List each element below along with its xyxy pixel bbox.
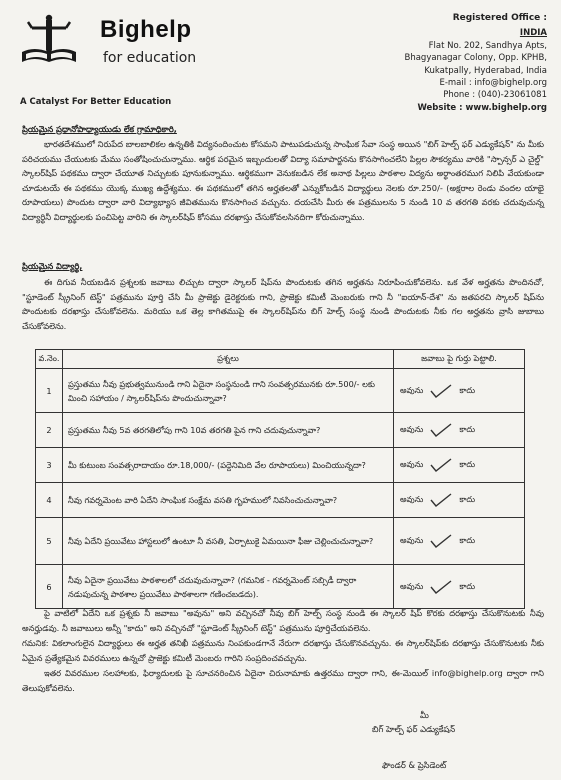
check-mark-icon [429, 423, 453, 437]
address-line: Kukatpally, Hyderabad, India [424, 65, 547, 76]
bighelp-logo-icon [18, 14, 80, 70]
row-question: ప్రస్తుతము నీవు 5వ తరగతిలోపు గాని 10వ తరగతి పైన గాని చదువుచున్నావా? [63, 413, 394, 448]
office-email: E-mail : info@bighelp.org [439, 78, 547, 89]
table-row [36, 413, 525, 448]
paragraph-instructions-text: ఈ దిగువ నీయబడిన ప్రశ్నలకు జవాబు లిచ్చుట ద్వారా స్కాలర్ షిప్‌ను పొందుటకు తగిన అర్హతను నిరూపించుకోవలెను. ఒక వేళ అర్హతను పొందినచో, "స్టూడెంట్ స్క్రీనింగ్ టెస్ట్" పత్రమును పూర్తి చేసి మీ ప్రాజెక్టు డైరెక్టరుకు గాని, ప్రాజెక్టు కమిటీ మెంబరుకు గాని నీ "ఐయాన్-దేశ" ను జతపరచి స్కాలర్ షిప్‌ను పొందుటకు దరఖాస్తు చేసుకోవలెను. మరియు ఒక తెల్ల కాగితముపై ఈ స్కాలర్‌షిప్‌ను బిగ్ హెల్ప్ సంస్థ నుండి పొందుటకు నీకు గల అర్హతను వ్రాసి జుబాబు చేసుకోవలెను. [22, 277, 544, 331]
answer-no-option[interactable]: కాదు [459, 424, 476, 434]
office-phone: Phone : (040)-23061081 [443, 90, 547, 101]
signature-designation: ఫౌండర్ & ప్రెసిడెంట్ [382, 760, 447, 770]
row-question: నీవు గవర్నమెంట వారి ఏదేని సాంఘిక సంక్షేమ వసతి గృహములో నివసించుచున్నావా? [63, 483, 394, 518]
row-question: నీవు ఏదేని ప్రయివేటు హాస్టలులో ఉంటూ నీ వసతి, ఏర్పాటుకై ఏమయినా ఫీజు చెల్లించుచున్నావా? [63, 518, 394, 565]
paragraph-contact-text: ఇతర వివరముల సలహాలకు, ఫిర్యాదులకు పై సూచనరించిన ఏదైనా చిరునామాకు ఉత్తరము ద్వారా గాని, ఈ-మెయిల్ info@bighelp.org ద్వారా గాని తెలుపుకోవలెను. [22, 668, 544, 693]
row-answer [394, 565, 525, 609]
row-answer [394, 518, 525, 565]
answer-yes-option[interactable]: అవును [400, 580, 424, 591]
table-row [36, 518, 525, 565]
paragraph-handicapped-note [22, 636, 544, 665]
registered-office-block [287, 12, 547, 114]
table-row [36, 565, 525, 609]
table-row [36, 483, 525, 518]
check-mark-icon [429, 493, 453, 507]
salutation-1: ప్రియమైన ప్రధానోపాధ్యాయుడు లేక గ్రామాధికారి, [22, 124, 177, 134]
row-question: నీవు ఏదైనా ప్రయివేటు పాఠశాలలో చదువుచున్నావా? (గమనిక - గవర్నమెంట్ సబ్సిడీ ద్వారా నడుపుచున్న పాఠశాల ప్రయివేటు పాఠశాలగా గణించబడదు). [63, 565, 394, 609]
registered-office-label: Registered Office : [452, 13, 547, 23]
row-number: 6 [36, 565, 63, 609]
col-header-number: వ.నెం. [36, 350, 63, 369]
row-answer [394, 413, 525, 448]
paragraph-handicapped-note-text: గమనిక: వికలాంగులైన విద్యార్థులు ఈ అర్హత తనిఖీ పత్రమును నింపకుండగానే నేరుగా దరఖాస్తు చేసుకొనవచ్చును. ఈ స్కాలర్‌షిప్‌కు దరఖాస్తు చేసుకొనుటకు నీకు ఏమైన ప్రత్యేకమైన వివరములు ఉన్నచో ప్రాజెక్టు కమిటీ మెంబరు గారిని సంప్రదించవచ్చును. [22, 638, 544, 663]
brand-name: Bighelp [100, 16, 192, 43]
check-mark-icon [429, 534, 453, 548]
col-header-question: ప్రశ్నలు [63, 350, 394, 369]
answer-yes-option[interactable]: అవును [400, 459, 424, 469]
table-header-row [36, 350, 525, 369]
office-country: INDIA [519, 28, 547, 39]
answer-yes-option[interactable]: అవును [400, 424, 424, 434]
signature-organisation: బిగ్ హెల్ప్ ఫర్ ఎడ్యుకేషన్ [372, 724, 456, 734]
paragraph-intro-text: భారతదేశములో నిరుపేద బాలబాలికల ఉన్నతికి విద్యనందించుట కోసమని పాటుపడుచున్న సాంఘిక సేవా సంస్థ అయిన "బిగ్ హెల్ప్ ఫర్ ఎడ్యుకేషన్" ను మీకు పరిచయము చేయుటకు మేము సంతోషించుచున్నాము. ఆర్థిక పరమైన ఇబ్బందులతో విద్యా సమాపార్జనను కొనసాగించలేని పిల్లల సౌకర్యము వారికి "స్పాన్సర్ ఎ చైల్డ్" స్కాలర్‌షిప్ పథకము ద్వారా చేయూత నిచ్చుటకు పూనుకున్నాము. ఆర్థికముగా వెనుకబడిన లేక అనాథ పిల్లలు పాఠశాల విద్యను అర్థాంతరముగ నిలిపి వేయకుండా చూడుటయే ఈ పథకము యొక్క ముఖ్య ఉద్దేశ్యము. ఈ పథకములో తగిన అర్హతలతో ఎన్నుకోబడిన విద్యార్థులు నెలకు రూ.250/- (అక్షరాల రెండు వందల యాభై రూపాయలు) పొందుట ద్వారా వారి విద్యాభ్యాస జీవితమును కొనసాగించ వచ్చును. దయచేసి మీరు ఈ పత్రములను 5 నుండి 10 వ తరగతి వరకు చదువుచున్న విద్యార్థినీ విద్యార్థులకు పంచిపెట్ట వారిని ఈ స్కాలర్‌షిప్ కోసము దరఖాస్తు చేసుకోవలసినదిగా కోరుచున్నాము. [22, 139, 544, 222]
salutation-2: ప్రియమైన విద్యార్థి, [22, 261, 83, 271]
check-mark-icon [429, 458, 453, 472]
address-line: Flat No. 202, Sandhya Apts, [428, 40, 547, 51]
paragraph-instructions [22, 275, 544, 333]
table-row [36, 448, 525, 483]
check-mark-icon [429, 384, 453, 398]
row-question: ప్రస్తుతము నీవు ప్రభుత్వమునుండి గాని ఏదైనా సంస్థనుండి గాని సంవత్సరమునకు రూ.500/- లకు మించి సహాయం / స్కాలర్‌షిప్‌ను పొందుచున్నావా? [63, 369, 394, 413]
tagline: A Catalyst For Better Education [20, 97, 172, 107]
answer-yes-option[interactable]: అవును [400, 535, 424, 545]
paragraph-contact [22, 666, 544, 695]
row-question: మీ కుటుంబ సంవత్సరాదాయం రూ.18,000/- (పద్దెనిమిది వేల రూపాయలు) మించియున్నదా? [63, 448, 394, 483]
answer-no-option[interactable]: కాదు [459, 384, 476, 395]
row-answer [394, 369, 525, 413]
eligibility-questions-table [35, 349, 525, 609]
answer-no-option[interactable]: కాదు [459, 459, 476, 469]
row-number: 3 [36, 448, 63, 483]
answer-no-option[interactable]: కాదు [459, 535, 476, 545]
paragraph-eligibility-note [22, 606, 544, 635]
brand-subtitle: for education [103, 50, 197, 66]
signature-salutation: మీ [420, 710, 429, 720]
office-website: Website : www.bighelp.org [417, 102, 547, 113]
row-number: 2 [36, 413, 63, 448]
check-mark-icon [429, 580, 453, 594]
row-number: 1 [36, 369, 63, 413]
row-answer [394, 483, 525, 518]
answer-no-option[interactable]: కాదు [459, 494, 476, 504]
answer-no-option[interactable]: కాదు [459, 580, 476, 591]
row-number: 4 [36, 483, 63, 518]
address-line: Bhagyanagar Colony, Opp. KPHB, [404, 53, 547, 64]
row-answer [394, 448, 525, 483]
salutation-student [22, 259, 544, 274]
table-row [36, 369, 525, 413]
salutation-headmaster [22, 122, 544, 137]
answer-yes-option[interactable]: అవును [400, 494, 424, 504]
paragraph-intro [22, 137, 544, 225]
col-header-answer: జవాబు పై గుర్తు పెట్టాలి. [394, 350, 525, 369]
paragraph-eligibility-note-text: పై వాటిలో ఏదేని ఒక ప్రశ్నకు నీ జవాబు "అవును" అని వచ్చినచో నీవు బిగ్ హెల్ప్ సంస్థ నుండి ఈ స్కాలర్ షిప్ కొరకు దరఖాస్తు చేసుకొనుటకు నీవు అనర్హుడవు. నీ జవాబులు అన్నీ "కాదు" అని వచ్చినచో "స్టూడెంట్ స్క్రీనింగ్ టెస్ట్" పత్రమును పూర్తిచేయవలెను. [22, 608, 544, 633]
answer-yes-option[interactable]: అవును [400, 384, 424, 395]
row-number: 5 [36, 518, 63, 565]
